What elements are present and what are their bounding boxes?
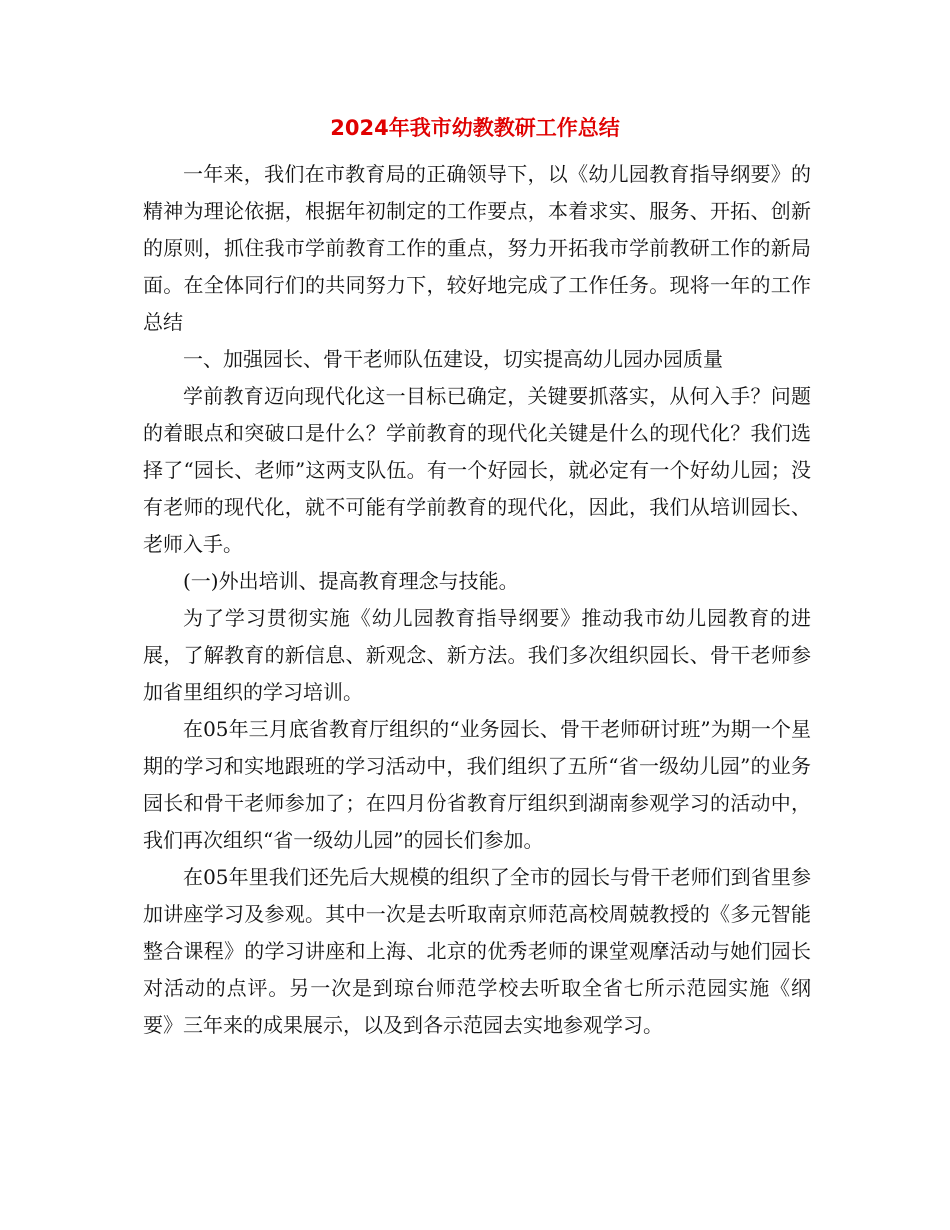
paragraph-march-seminar: 在05年三月底省教育厅组织的“业务园长、骨干老师研讨班”为期一个星期的学习和实地跟班的学习活动中，我们组织了五所“省一级幼儿园”的业务园长和骨干老师参加了；在四月份省教育厅组织到湖南参观学习的活动中，我们再次组织“省一级幼儿园”的园长们参加。 [143,717,811,852]
document-body [143,156,811,1044]
paragraph-training: 为了学习贯彻实施《幼儿园教育指导纲要》推动我市幼儿园教育的进展，了解教育的新信息、新观念、新方法。我们多次组织园长、骨干老师参加省里组织的学习培训。 [143,606,811,704]
paragraph-section-heading: 一、加强园长、骨干老师队伍建设，切实提高幼儿园办园质量 [183,347,723,371]
document-title: 2024年我市幼教教研工作总结 [330,116,620,140]
paragraph-modernization: 学前教育迈向现代化这一目标已确定，关键要抓落实，从何入手？问题的着眼点和突破口是什么？学前教育的现代化关键是什么的现代化？我们选择了“园长、老师”这两支队伍。有一个好园长，就必定有一个好幼儿园；没有老师的现代化，就不可能有学前教育的现代化，因此，我们从培训园长、老师入手。 [143,384,811,556]
paragraph-intro: 一年来，我们在市教育局的正确领导下，以《幼儿园教育指导纲要》的精神为理论依据，根据年初制定的工作要点，本着求实、服务、开拓、创新的原则，抓住我市学前教育工作的重点，努力开拓我市学前教研工作的新局面。在全体同行们的共同努力下，较好地完成了工作任务。现将一年的工作总结 [143,162,811,334]
paragraph-subheading: (一)外出培训、提高教育理念与技能。 [183,569,519,593]
paragraph-lectures: 在05年里我们还先后大规模的组织了全市的园长与骨干老师们到省里参加讲座学习及参观。其中一次是去听取南京师范高校周兢教授的《多元智能整合课程》的学习讲座和上海、北京的优秀老师的课堂观摩活动与她们园长对活动的点评。另一次是到琼台师范学校去听取全省七所示范园实施《纲要》三年来的成果展示，以及到各示范园去实地参观学习。 [143,865,811,1037]
